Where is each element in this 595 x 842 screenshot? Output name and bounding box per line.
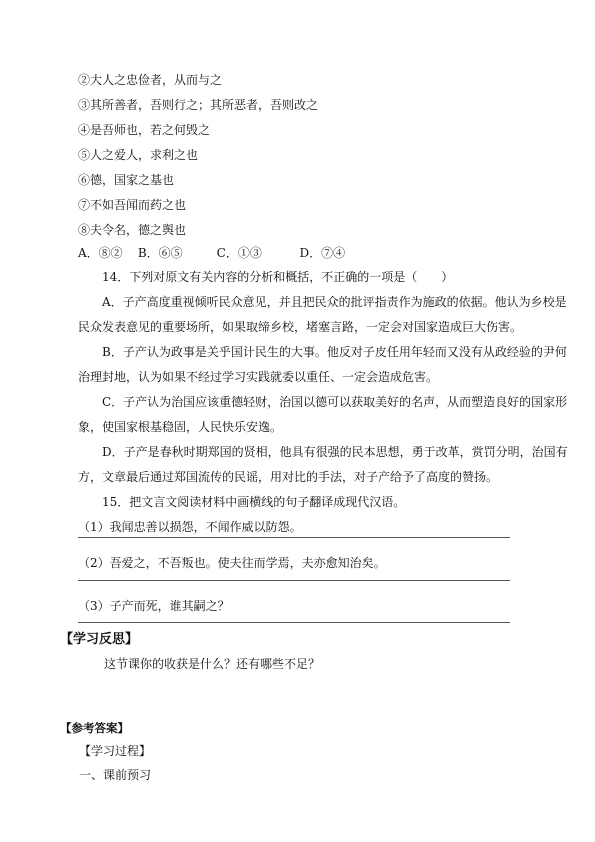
option-a: A．⑧② — [78, 246, 123, 260]
sentence-item: ⑧夫令名，德之舆也 — [78, 223, 187, 237]
answer-line — [78, 580, 510, 581]
q14-option-c-line1: C．子产认为治国应该重德轻财，治国以德可以获取美好的名声，从而塑造良好的国家形 — [102, 395, 568, 409]
q14-stem: 14．下列对原文有关内容的分析和概括，不正确的一项是（ ） — [102, 270, 454, 284]
q14-option-d-line1: D．子产是春秋时期郑国的贤相，他具有很强的民本思想，勇于改革，赏罚分明，治国有 — [102, 445, 568, 459]
learning-process-heading: 【学习过程】 — [79, 744, 152, 758]
option-d: D．⑦④ — [299, 246, 346, 260]
q15-sentence-1: （1）我闻忠善以损怨，不闻作威以防怨。 — [78, 520, 302, 534]
option-c: C．①③ — [216, 246, 262, 260]
sentence-item: ⑤人之爱人，求利之也 — [78, 148, 199, 162]
q15-sentence-2: （2）吾爱之，不吾叛也。使夫往而学焉，夫亦愈知治矣。 — [78, 556, 386, 570]
sentence-item: ④是吾师也，若之何毁之 — [78, 123, 211, 137]
q14-option-a-line2: 民众发表意见的重要场所，如果取缔乡校，堵塞言路，一定会对国家造成巨大伤害。 — [78, 320, 523, 334]
option-b: B．⑥⑤ — [137, 246, 183, 260]
q15-sentence-3: （3）子产而死，谁其嗣之？ — [78, 599, 230, 613]
q15-stem: 15．把文言文阅读材料中画横线的句子翻译成现代汉语。 — [102, 495, 406, 509]
answers-heading: 【参考答案】 — [60, 721, 129, 735]
q14-option-b-line1: B．子产认为政事是关乎国计民生的大事。他反对子皮任用年轻而又没有从政经验的尹何 — [102, 345, 567, 359]
reflection-heading: 【学习反思】 — [60, 632, 139, 647]
sentence-item: ②大人之忠俭者，从而与之 — [78, 73, 223, 87]
q14-option-a-line1: A．子产高度重视倾听民众意见，并且把民众的批评指责作为施政的依据。他认为乡校是 — [102, 295, 567, 309]
sentence-item: ⑥德，国家之基也 — [78, 173, 175, 187]
sentence-item: ⑦不如吾闻而药之也 — [78, 198, 187, 212]
preview-section-heading: 一、课前预习 — [79, 768, 152, 782]
q14-option-d-line2: 方，文章最后通过郑国流传的民谣，用对比的手法，对子产给予了高度的赞扬。 — [78, 470, 499, 484]
q14-option-b-line2: 治理封地，认为如果不经过学习实践就委以重任、一定会造成危害。 — [78, 370, 439, 384]
answer-line — [78, 622, 510, 623]
answer-line — [78, 537, 510, 538]
sentence-item: ③其所善者，吾则行之；其所恶者，吾则改之 — [78, 98, 319, 112]
options-row — [78, 245, 345, 261]
q14-option-c-line2: 象，使国家根基稳固，人民快乐安逸。 — [78, 420, 283, 434]
reflection-prompt: 这节课你的收获是什么？还有哪些不足？ — [104, 657, 321, 671]
